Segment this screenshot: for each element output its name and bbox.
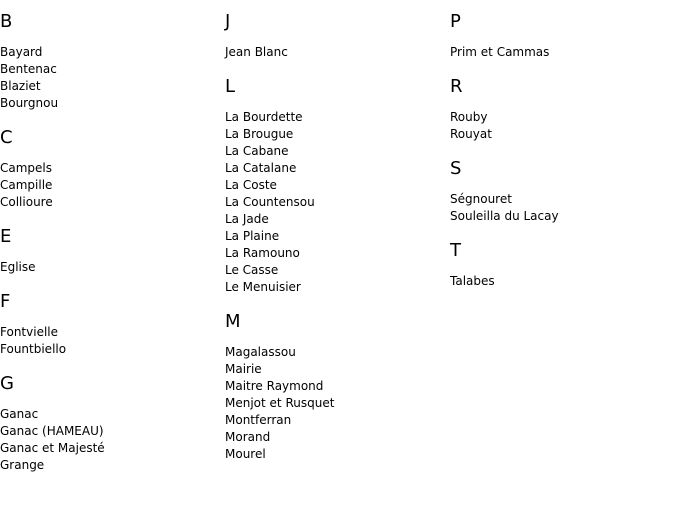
list-item[interactable]: Grange	[0, 458, 45, 472]
list-item[interactable]: Magalassou	[225, 345, 296, 359]
entry-list	[450, 44, 670, 61]
list-item[interactable]: Eglise	[0, 260, 36, 274]
letter-group-m	[225, 312, 445, 463]
list-item[interactable]: Morand	[225, 430, 271, 444]
letter-group-s	[450, 159, 670, 225]
list-item[interactable]: Menjot et Rusquet	[225, 396, 335, 410]
list-item[interactable]: Collioure	[0, 195, 53, 209]
list-item[interactable]: Fontvielle	[0, 325, 58, 339]
letter-heading: T	[450, 240, 461, 261]
list-item[interactable]: La Coste	[225, 178, 277, 192]
list-item[interactable]: Campels	[0, 161, 53, 175]
list-item[interactable]: Prim et Cammas	[450, 45, 550, 59]
list-item[interactable]: Maitre Raymond	[225, 379, 324, 393]
list-item[interactable]: Le Casse	[225, 263, 279, 277]
letter-group-e	[0, 227, 220, 276]
entry-list	[225, 44, 445, 61]
list-item[interactable]: La Jade	[225, 212, 269, 226]
entry-list	[450, 191, 670, 225]
letter-group-c	[0, 128, 220, 211]
list-item[interactable]: Mairie	[225, 362, 262, 376]
letter-group-b	[0, 12, 220, 112]
list-item[interactable]: Ganac (HAMEAU)	[0, 424, 104, 438]
entry-list	[450, 273, 670, 290]
entry-list	[0, 160, 220, 211]
entry-list	[0, 324, 220, 358]
list-item[interactable]: La Plaine	[225, 229, 280, 243]
list-item[interactable]: La Bourdette	[225, 110, 303, 124]
list-item[interactable]: La Catalane	[225, 161, 297, 175]
letter-group-r	[450, 77, 670, 143]
list-item[interactable]: Jean Blanc	[225, 45, 288, 59]
letter-heading: J	[225, 11, 231, 32]
letter-group-f	[0, 292, 220, 358]
letter-group-l	[225, 77, 445, 296]
list-item[interactable]: La Cabane	[225, 144, 289, 158]
letter-group-j	[225, 12, 445, 61]
list-item[interactable]: Bayard	[0, 45, 43, 59]
list-item[interactable]: Bourgnou	[0, 96, 59, 110]
letter-heading: B	[0, 11, 13, 32]
entry-list	[0, 406, 220, 474]
letter-heading: R	[450, 76, 463, 97]
list-item[interactable]: Talabes	[450, 274, 495, 288]
list-item[interactable]: Mourel	[225, 447, 266, 461]
list-item[interactable]: Fountbiello	[0, 342, 67, 356]
letter-heading: L	[225, 76, 236, 97]
letter-heading: F	[0, 291, 11, 312]
letter-heading: S	[450, 158, 462, 179]
list-item[interactable]: Rouyat	[450, 127, 492, 141]
list-item[interactable]: Ganac	[0, 407, 39, 421]
entry-list	[0, 44, 220, 112]
letter-group-g	[0, 374, 220, 474]
list-item[interactable]: Bentenac	[0, 62, 57, 76]
entry-list	[450, 109, 670, 143]
list-item[interactable]: Rouby	[450, 110, 488, 124]
index-column-2	[225, 12, 445, 463]
entry-list	[225, 344, 445, 463]
letter-heading: P	[450, 11, 461, 32]
list-item[interactable]: Souleilla du Lacay	[450, 209, 559, 223]
letter-group-p	[450, 12, 670, 61]
list-item[interactable]: Blaziet	[0, 79, 41, 93]
list-item[interactable]: Campille	[0, 178, 53, 192]
letter-group-t	[450, 241, 670, 290]
list-item[interactable]: Ganac et Majesté	[0, 441, 105, 455]
entry-list	[0, 259, 220, 276]
entry-list	[225, 109, 445, 296]
letter-heading: G	[0, 373, 14, 394]
list-item[interactable]: Ségnouret	[450, 192, 512, 206]
list-item[interactable]: La Ramouno	[225, 246, 300, 260]
letter-heading: C	[0, 127, 13, 148]
list-item[interactable]: Montferran	[225, 413, 292, 427]
index-column-1	[0, 12, 220, 474]
list-item[interactable]: La Countensou	[225, 195, 315, 209]
index-column-3	[450, 12, 670, 290]
list-item[interactable]: La Brougue	[225, 127, 294, 141]
letter-heading: E	[0, 226, 12, 247]
list-item[interactable]: Le Menuisier	[225, 280, 301, 294]
letter-heading: M	[225, 311, 241, 332]
